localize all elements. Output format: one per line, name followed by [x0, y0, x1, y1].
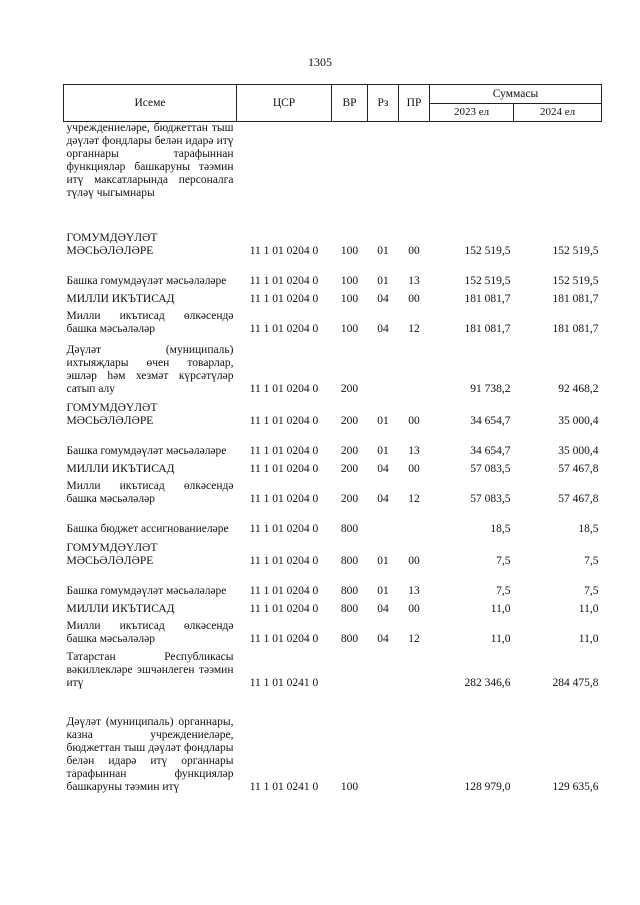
row-amount-2024: 35 000,4	[558, 444, 599, 457]
col-header-vr: ВР	[332, 85, 368, 122]
row-amount-2024: 35 000,4	[558, 414, 599, 427]
row-pr: 00	[408, 554, 420, 567]
col-header-name: Исеме	[64, 85, 237, 122]
row-csr: 11 1 01 0241 0	[249, 780, 319, 793]
table-row	[64, 646, 602, 690]
row-rz: 01	[377, 274, 389, 287]
row-amount-2024: 11,0	[578, 632, 599, 645]
row-amount-2023: 282 346,6	[464, 676, 511, 689]
row-name: Татарстан Республикасы вәкиллекләре эшчәнлеген тәэмин итү	[66, 650, 234, 689]
row-name: Милли икътисад өлкәсендә башка мәсьәләләр	[66, 619, 234, 645]
row-csr: 11 1 01 0204 0	[249, 414, 319, 427]
row-amount-2024	[514, 122, 602, 226]
row-pr: 12	[408, 322, 420, 335]
row-name: МИЛЛИ ИКЪТИСАД	[66, 292, 175, 305]
row-name: Дәүләт (муниципаль) органнары, казна учреждениеләре, бюджеттан тыш дәүләт фондлары белән идарә итү органнары тарафыннан функцияләр башкаруны тәэмин итү	[66, 715, 234, 793]
col-header-csr: ЦСР	[237, 85, 332, 122]
row-rz: 04	[377, 632, 389, 645]
row-pr	[399, 506, 430, 536]
row-rz	[368, 646, 399, 690]
row-pr	[399, 690, 430, 794]
page-number: 1305	[308, 55, 332, 69]
row-name: МИЛЛИ ИКЪТИСАД	[66, 602, 175, 615]
table-row	[64, 336, 602, 396]
row-csr: 11 1 01 0204 0	[249, 584, 319, 597]
table-row	[64, 568, 602, 598]
row-name: ГОМУМДӘҮЛӘТ МӘСЬӘЛӘЛӘРЕ	[66, 231, 158, 257]
row-amount-2023	[430, 122, 514, 226]
table-row	[64, 226, 602, 258]
row-amount-2024: 11,0	[578, 602, 599, 615]
row-csr	[237, 122, 332, 226]
table-row	[64, 288, 602, 306]
row-name: ГОМУМДӘҮЛӘТ МӘСЬӘЛӘЛӘРЕ	[66, 541, 158, 567]
budget-table	[63, 84, 602, 794]
row-amount-2024: 152 519,5	[552, 244, 599, 257]
row-amount-2023: 152 519,5	[464, 274, 511, 287]
row-vr: 200	[340, 444, 359, 457]
row-name: Дәүләт (муниципаль) ихтыяҗлары өчен товарлар, эшләр һәм хезмәт күрсәтүләр сатып алу	[66, 343, 234, 395]
row-vr: 800	[340, 554, 359, 567]
row-amount-2023: 57 083,5	[470, 492, 511, 505]
row-pr: 00	[408, 602, 420, 615]
table-row	[64, 506, 602, 536]
row-amount-2024: 57 467,8	[558, 492, 599, 505]
row-pr: 12	[408, 492, 420, 505]
row-amount-2024: 92 468,2	[558, 382, 599, 395]
row-pr: 00	[408, 462, 420, 475]
table-row	[64, 536, 602, 568]
row-amount-2023: 11,0	[490, 602, 511, 615]
row-vr: 800	[340, 522, 359, 535]
row-rz	[368, 506, 399, 536]
row-name: Милли икътисад өлкәсендә башка мәсьәләләр	[66, 309, 234, 335]
row-amount-2023: 7,5	[496, 584, 511, 597]
row-csr: 11 1 01 0204 0	[249, 274, 319, 287]
row-amount-2023: 7,5	[496, 554, 511, 567]
row-rz	[368, 690, 399, 794]
row-csr: 11 1 01 0204 0	[249, 322, 319, 335]
row-amount-2023: 181 081,7	[464, 322, 511, 335]
row-amount-2024: 7,5	[584, 554, 599, 567]
row-pr: 00	[408, 414, 420, 427]
table-row	[64, 616, 602, 646]
row-pr: 00	[408, 292, 420, 305]
col-header-year-2023: 2023 ел	[430, 104, 514, 122]
row-csr: 11 1 01 0204 0	[249, 522, 319, 535]
row-pr	[399, 122, 430, 226]
row-vr	[332, 122, 368, 226]
row-name: учреждениеләре, бюджеттан тыш дәүләт фондлары белән идарә итү органнары тарафыннан функцияләр башкаруны тәэмин итү максатларында персоналга түләү чыгымнары	[66, 122, 234, 199]
row-vr: 100	[340, 322, 359, 335]
row-pr: 00	[408, 244, 420, 257]
row-name: Милли икътисад өлкәсендә башка мәсьәләләр	[66, 479, 234, 505]
row-amount-2024: 129 635,6	[552, 780, 599, 793]
row-amount-2024: 152 519,5	[552, 274, 599, 287]
row-vr: 100	[340, 780, 359, 793]
row-name: ГОМУМДӘҮЛӘТ МӘСЬӘЛӘЛӘРЕ	[66, 401, 158, 427]
table-row	[64, 306, 602, 336]
row-amount-2024: 57 467,8	[558, 462, 599, 475]
row-amount-2023: 91 738,2	[470, 382, 511, 395]
row-csr: 11 1 01 0204 0	[249, 382, 319, 395]
row-amount-2023: 152 519,5	[464, 244, 511, 257]
table-row	[64, 598, 602, 616]
row-csr: 11 1 01 0204 0	[249, 492, 319, 505]
row-amount-2023: 57 083,5	[470, 462, 511, 475]
row-rz: 04	[377, 602, 389, 615]
row-csr: 11 1 01 0241 0	[249, 676, 319, 689]
row-rz	[368, 122, 399, 226]
row-vr: 100	[340, 244, 359, 257]
row-csr: 11 1 01 0204 0	[249, 462, 319, 475]
row-rz	[368, 336, 399, 396]
row-name: Башка гомумдәүләт мәсьәләләре	[66, 584, 227, 597]
row-csr: 11 1 01 0204 0	[249, 632, 319, 645]
table-row	[64, 396, 602, 428]
row-pr	[399, 646, 430, 690]
table-row	[64, 428, 602, 458]
row-vr: 200	[340, 414, 359, 427]
row-pr: 13	[408, 444, 420, 457]
row-rz: 01	[377, 554, 389, 567]
row-csr: 11 1 01 0204 0	[249, 602, 319, 615]
row-name: Башка гомумдәүләт мәсьәләләре	[66, 444, 227, 457]
row-rz: 01	[377, 444, 389, 457]
row-rz: 04	[377, 322, 389, 335]
row-vr: 100	[340, 274, 359, 287]
table-row	[64, 258, 602, 288]
row-rz: 01	[377, 414, 389, 427]
col-header-rz: Рз	[368, 85, 399, 122]
row-vr: 800	[340, 632, 359, 645]
row-amount-2023: 18,5	[490, 522, 511, 535]
row-pr: 13	[408, 274, 420, 287]
row-rz: 01	[377, 244, 389, 257]
row-name: МИЛЛИ ИКЪТИСАД	[66, 462, 175, 475]
row-pr: 13	[408, 584, 420, 597]
row-amount-2024: 7,5	[584, 584, 599, 597]
table-body	[64, 122, 602, 794]
row-csr: 11 1 01 0204 0	[249, 554, 319, 567]
row-rz: 04	[377, 292, 389, 305]
row-vr: 100	[340, 292, 359, 305]
row-amount-2024: 18,5	[578, 522, 599, 535]
row-amount-2024: 284 475,8	[552, 676, 599, 689]
row-amount-2023: 34 654,7	[470, 444, 511, 457]
row-rz: 01	[377, 584, 389, 597]
row-vr: 200	[340, 462, 359, 475]
row-amount-2023: 181 081,7	[464, 292, 511, 305]
row-vr: 200	[340, 382, 359, 395]
col-header-year-2024: 2024 ел	[514, 104, 602, 122]
table-row	[64, 122, 602, 226]
row-pr: 12	[408, 632, 420, 645]
row-amount-2023: 128 979,0	[464, 780, 511, 793]
row-name: Башка гомумдәүләт мәсьәләләре	[66, 274, 227, 287]
row-csr: 11 1 01 0204 0	[249, 292, 319, 305]
row-amount-2023: 34 654,7	[470, 414, 511, 427]
row-name: Башка бюджет ассигнованиеләре	[66, 522, 229, 535]
row-amount-2024: 181 081,7	[552, 322, 599, 335]
row-csr: 11 1 01 0204 0	[249, 444, 319, 457]
row-rz: 04	[377, 462, 389, 475]
row-rz: 04	[377, 492, 389, 505]
table-header	[64, 85, 602, 122]
col-header-pr: ПР	[399, 85, 430, 122]
row-vr: 800	[340, 602, 359, 615]
row-amount-2024: 181 081,7	[552, 292, 599, 305]
row-vr: 800	[340, 584, 359, 597]
row-vr	[332, 646, 368, 690]
row-csr: 11 1 01 0204 0	[249, 244, 319, 257]
row-amount-2023: 11,0	[490, 632, 511, 645]
table-row	[64, 690, 602, 794]
row-pr	[399, 336, 430, 396]
row-vr: 200	[340, 492, 359, 505]
table-row	[64, 476, 602, 506]
table-row	[64, 458, 602, 476]
col-header-sums: Суммасы	[430, 85, 602, 104]
